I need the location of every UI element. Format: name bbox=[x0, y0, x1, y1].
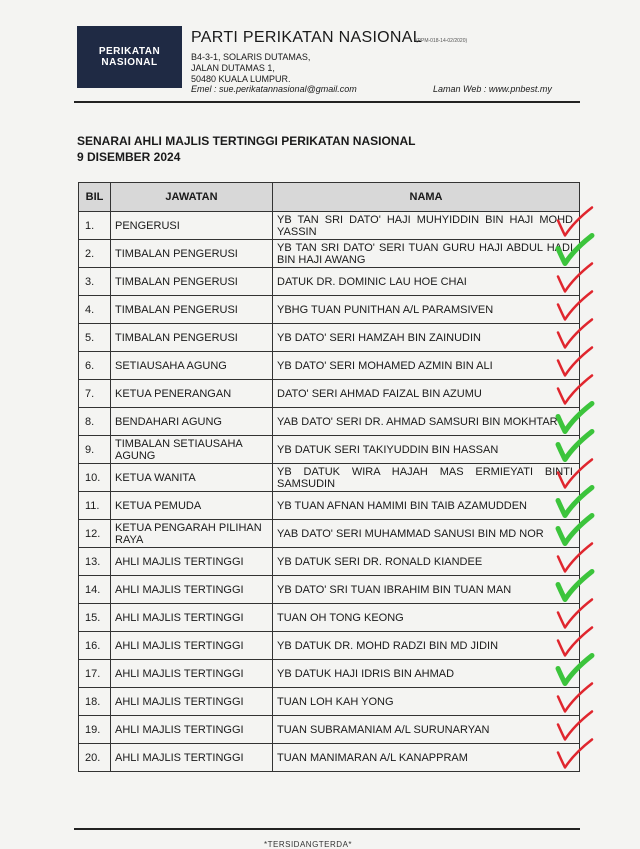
cell-nama: YB DATO' SERI HAMZAH BIN ZAINUDIN bbox=[273, 324, 580, 352]
cell-jawatan: KETUA PEMUDA bbox=[111, 492, 273, 520]
cell-nama: YAB DATO' SERI MUHAMMAD SANUSI BIN MD NOR bbox=[273, 520, 580, 548]
cell-nama: YB DATUK SERI DR. RONALD KIANDEE bbox=[273, 548, 580, 576]
cell-nama: YB TUAN AFNAN HAMIMI BIN TAIB AZAMUDDEN bbox=[273, 492, 580, 520]
table-row bbox=[79, 604, 580, 632]
header-nama: NAMA bbox=[273, 183, 580, 212]
cell-jawatan: AHLI MAJLIS TERTINGGI bbox=[111, 576, 273, 604]
cell-jawatan: SETIAUSAHA AGUNG bbox=[111, 352, 273, 380]
cell-nama: YBHG TUAN PUNITHAN A/L PARAMSIVEN bbox=[273, 296, 580, 324]
cell-nama: YB DATUK DR. MOHD RADZI BIN MD JIDIN bbox=[273, 632, 580, 660]
table-row bbox=[79, 464, 580, 492]
table-row bbox=[79, 212, 580, 240]
address-line1: B4-3-1, SOLARIS DUTAMAS, bbox=[191, 52, 311, 62]
table-row bbox=[79, 744, 580, 772]
table-row bbox=[79, 268, 580, 296]
cell-nama: YAB DATO' SERI DR. AHMAD SAMSURI BIN MOKHTAR bbox=[273, 408, 580, 436]
cell-bil: 14. bbox=[79, 576, 111, 604]
cell-nama: TUAN SUBRAMANIAM A/L SURUNARYAN bbox=[273, 716, 580, 744]
header-jawatan: JAWATAN bbox=[111, 183, 273, 212]
cell-jawatan: KETUA PENERANGAN bbox=[111, 380, 273, 408]
cell-jawatan: AHLI MAJLIS TERTINGGI bbox=[111, 632, 273, 660]
cell-nama: DATO' SERI AHMAD FAIZAL BIN AZUMU bbox=[273, 380, 580, 408]
cell-nama: TUAN MANIMARAN A/L KANAPPRAM bbox=[273, 744, 580, 772]
cell-nama: TUAN OH TONG KEONG bbox=[273, 604, 580, 632]
table-row bbox=[79, 716, 580, 744]
title-line1: SENARAI AHLI MAJLIS TERTINGGI PERIKATAN NASIONAL bbox=[77, 134, 416, 148]
footer-divider bbox=[74, 828, 580, 830]
cell-nama: YB TAN SRI DATO' SERI TUAN GURU HAJI ABDUL HADI BIN HAJI AWANG bbox=[273, 240, 580, 268]
cell-jawatan: TIMBALAN PENGERUSI bbox=[111, 324, 273, 352]
cell-jawatan: TIMBALAN PENGERUSI bbox=[111, 296, 273, 324]
table-header-row bbox=[79, 183, 580, 212]
cell-bil: 7. bbox=[79, 380, 111, 408]
cell-bil: 4. bbox=[79, 296, 111, 324]
table-row bbox=[79, 660, 580, 688]
cell-nama: YB TAN SRI DATO' HAJI MUHYIDDIN BIN HAJI MOHD YASSIN bbox=[273, 212, 580, 240]
table-row bbox=[79, 492, 580, 520]
table-row bbox=[79, 324, 580, 352]
cell-bil: 11. bbox=[79, 492, 111, 520]
table-row bbox=[79, 408, 580, 436]
cell-bil: 3. bbox=[79, 268, 111, 296]
cell-nama: YB DATO' SRI TUAN IBRAHIM BIN TUAN MAN bbox=[273, 576, 580, 604]
address bbox=[191, 52, 310, 85]
table-row bbox=[79, 548, 580, 576]
table-row bbox=[79, 576, 580, 604]
cell-bil: 20. bbox=[79, 744, 111, 772]
cell-bil: 16. bbox=[79, 632, 111, 660]
header-bil: BIL bbox=[79, 183, 111, 212]
cell-jawatan: KETUA WANITA bbox=[111, 464, 273, 492]
cell-bil: 9. bbox=[79, 436, 111, 464]
footer-text: *TERSIDANGTERDA* bbox=[264, 840, 353, 849]
title-line2: 9 DISEMBER 2024 bbox=[77, 150, 181, 164]
cell-bil: 8. bbox=[79, 408, 111, 436]
table-row bbox=[79, 296, 580, 324]
cell-jawatan: AHLI MAJLIS TERTINGGI bbox=[111, 660, 273, 688]
cell-nama: TUAN LOH KAH YONG bbox=[273, 688, 580, 716]
cell-bil: 19. bbox=[79, 716, 111, 744]
party-logo bbox=[77, 26, 182, 88]
cell-nama: YB DATUK HAJI IDRIS BIN AHMAD bbox=[273, 660, 580, 688]
cell-bil: 12. bbox=[79, 520, 111, 548]
logo-line1: PERIKATAN bbox=[98, 46, 161, 57]
members-table bbox=[78, 182, 580, 772]
cell-jawatan: AHLI MAJLIS TERTINGGI bbox=[111, 604, 273, 632]
cell-bil: 17. bbox=[79, 660, 111, 688]
table-row bbox=[79, 380, 580, 408]
cell-bil: 1. bbox=[79, 212, 111, 240]
cell-bil: 18. bbox=[79, 688, 111, 716]
table-row bbox=[79, 436, 580, 464]
cell-jawatan: AHLI MAJLIS TERTINGGI bbox=[111, 744, 273, 772]
table-row bbox=[79, 632, 580, 660]
cell-bil: 15. bbox=[79, 604, 111, 632]
cell-nama: YB DATO' SERI MOHAMED AZMIN BIN ALI bbox=[273, 352, 580, 380]
cell-nama: DATUK DR. DOMINIC LAU HOE CHAI bbox=[273, 268, 580, 296]
cell-jawatan: AHLI MAJLIS TERTINGGI bbox=[111, 548, 273, 576]
table-row bbox=[79, 688, 580, 716]
cell-jawatan: KETUA PENGARAH PILIHAN RAYA bbox=[111, 520, 273, 548]
email-text: Emel : sue.perikatannasional@gmail.com bbox=[191, 84, 357, 94]
cell-jawatan: TIMBALAN SETIAUSAHA AGUNG bbox=[111, 436, 273, 464]
header-divider bbox=[74, 101, 580, 103]
address-line2: JALAN DUTAMAS 1, bbox=[191, 63, 275, 73]
table-row bbox=[79, 352, 580, 380]
cell-bil: 2. bbox=[79, 240, 111, 268]
cell-jawatan: BENDAHARI AGUNG bbox=[111, 408, 273, 436]
website-text: Laman Web : www.pnbest.my bbox=[433, 84, 552, 94]
cell-bil: 5. bbox=[79, 324, 111, 352]
cell-nama: YB DATUK SERI TAKIYUDDIN BIN HASSAN bbox=[273, 436, 580, 464]
cell-jawatan: AHLI MAJLIS TERTINGGI bbox=[111, 716, 273, 744]
logo-line2: NASIONAL bbox=[101, 57, 158, 68]
cell-jawatan: PENGERUSI bbox=[111, 212, 273, 240]
cell-jawatan: TIMBALAN PENGERUSI bbox=[111, 268, 273, 296]
cell-jawatan: TIMBALAN PENGERUSI bbox=[111, 240, 273, 268]
address-line3: 50480 KUALA LUMPUR. bbox=[191, 74, 291, 84]
table-row bbox=[79, 520, 580, 548]
party-name: PARTI PERIKATAN NASIONAL bbox=[191, 29, 422, 46]
cell-bil: 13. bbox=[79, 548, 111, 576]
cell-jawatan: AHLI MAJLIS TERTINGGI bbox=[111, 688, 273, 716]
cell-bil: 10. bbox=[79, 464, 111, 492]
registration-number: (PPM-018-14-02/2020) bbox=[416, 38, 468, 44]
cell-bil: 6. bbox=[79, 352, 111, 380]
cell-nama: YB DATUK WIRA HAJAH MAS ERMIEYATI BINTI SAMSUDIN bbox=[273, 464, 580, 492]
document-title bbox=[77, 133, 415, 165]
table-row bbox=[79, 240, 580, 268]
